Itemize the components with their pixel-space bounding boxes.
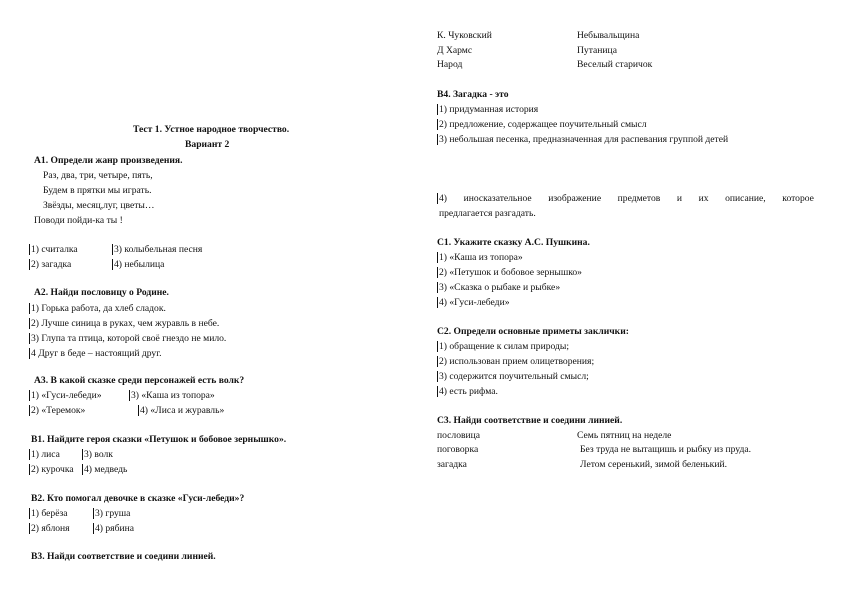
answer-option[interactable]: 3) Глупа та птица, которой своё гнездо не мило.: [31, 333, 227, 344]
question-a2: А2. Найди пословицу о Родине.: [34, 287, 169, 298]
question-a1: А1. Определи жанр произведения.: [34, 155, 183, 166]
word: их: [698, 193, 709, 204]
match-right: Летом серенький, зимой беленький.: [580, 459, 727, 470]
match-right: Семь пятниц на неделе: [577, 430, 672, 441]
option-marker: [437, 193, 438, 204]
answer-option[interactable]: 2) «Теремок»: [31, 405, 86, 416]
match-left: Народ: [437, 59, 463, 70]
word: изображение: [548, 193, 602, 204]
word: иносказательное: [463, 193, 532, 204]
answer-option[interactable]: 2) яблоня: [31, 523, 70, 534]
match-left: пословица: [437, 430, 481, 441]
answer-option[interactable]: 1) считалка: [31, 244, 78, 255]
match-left: К. Чуковский: [437, 30, 492, 41]
poem-line: Звёзды, месяц,луг, цветы…: [43, 200, 155, 211]
answer-option[interactable]: 2) курочка: [31, 464, 74, 475]
match-right: Путаница: [577, 45, 617, 56]
poem-line: Поводи пойди-ка ты !: [34, 215, 123, 226]
match-left: загадка: [437, 459, 467, 470]
poem-line: Будем в прятки мы играть.: [43, 185, 152, 196]
answer-option[interactable]: 1) Горька работа, да хлеб сладок.: [31, 303, 166, 314]
answer-option[interactable]: 2) «Петушок и бобовое зернышко»: [439, 267, 582, 278]
answer-option[interactable]: 2) загадка: [31, 259, 72, 270]
variant-label: Вариант 2: [185, 139, 230, 150]
question-b4: В4. Загадка - это: [437, 89, 509, 100]
answer-option[interactable]: 1) придуманная история: [439, 104, 539, 115]
answer-option-4-line2: предлагается разгадать.: [439, 208, 536, 219]
answer-option[interactable]: 2) Лучше синица в руках, чем журавль в небе.: [31, 318, 220, 329]
answer-option[interactable]: 2) использован прием олицетворения;: [439, 356, 595, 367]
answer-option[interactable]: 3) волк: [84, 449, 113, 460]
answer-option[interactable]: 3) «Сказка о рыбаке и рыбке»: [439, 282, 561, 293]
answer-option[interactable]: 4) «Гуси-лебеди»: [439, 297, 510, 308]
match-right: Небывальщина: [577, 30, 640, 41]
answer-option[interactable]: 2) предложение, содержащее поучительный смысл: [439, 119, 647, 130]
answer-option[interactable]: 4) рябина: [95, 523, 135, 534]
word: которое: [782, 193, 814, 204]
question-b3: В3. Найди соответствие и соедини линией.: [31, 551, 216, 562]
match-left: поговорка: [437, 444, 479, 455]
match-right: Веселый старичок: [577, 59, 653, 70]
answer-option[interactable]: 4 Друг в беде – настоящий друг.: [31, 348, 162, 359]
question-c1: С1. Укажите сказку А.С. Пушкина.: [437, 237, 590, 248]
answer-option[interactable]: 1) берёза: [31, 508, 68, 519]
answer-option[interactable]: 3) «Каша из топора»: [131, 390, 215, 401]
word: описание,: [725, 193, 766, 204]
question-b2: В2. Кто помогал девочке в сказке «Гуси-лебеди»?: [31, 493, 245, 504]
answer-option-4-line1[interactable]: [439, 194, 814, 204]
test-title: Тест 1. Устное народное творчество.: [133, 124, 290, 135]
question-c2: С2. Определи основные приметы заклички:: [437, 326, 629, 337]
match-right: Без труда не вытащишь и рыбку из пруда.: [580, 444, 752, 455]
answer-option[interactable]: 3) содержится поучительный смысл;: [439, 371, 589, 382]
word: предметов: [617, 193, 661, 204]
question-a3: А3. В какой сказке среди персонажей есть волк?: [34, 375, 245, 386]
poem-line: Раз, два, три, четыре, пять,: [43, 170, 153, 181]
answer-option[interactable]: 1) «Каша из топора»: [439, 252, 523, 263]
answer-option[interactable]: 3) небольшая песенка, предназначенная для распевания группой детей: [439, 134, 729, 145]
answer-option[interactable]: 4) медведь: [84, 464, 128, 475]
answer-option[interactable]: 1) «Гуси-лебеди»: [31, 390, 102, 401]
match-left: Д Хармс: [437, 45, 473, 56]
question-b1: В1. Найдите героя сказки «Петушок и бобовое зернышко».: [31, 434, 287, 445]
word: 4): [439, 193, 447, 204]
answer-option[interactable]: 3) груша: [95, 508, 131, 519]
answer-option[interactable]: 1) обращение к силам природы;: [439, 341, 570, 352]
answer-option[interactable]: 4) есть рифма.: [439, 386, 498, 397]
word: и: [676, 193, 683, 204]
answer-option[interactable]: 4) небылица: [114, 259, 165, 270]
answer-option[interactable]: 1) лиса: [31, 449, 60, 460]
answer-option[interactable]: 4) «Лиса и журавль»: [140, 405, 225, 416]
question-c3: С3. Найди соответствие и соедини линией.: [437, 415, 623, 426]
answer-option[interactable]: 3) колыбельная песня: [114, 244, 203, 255]
